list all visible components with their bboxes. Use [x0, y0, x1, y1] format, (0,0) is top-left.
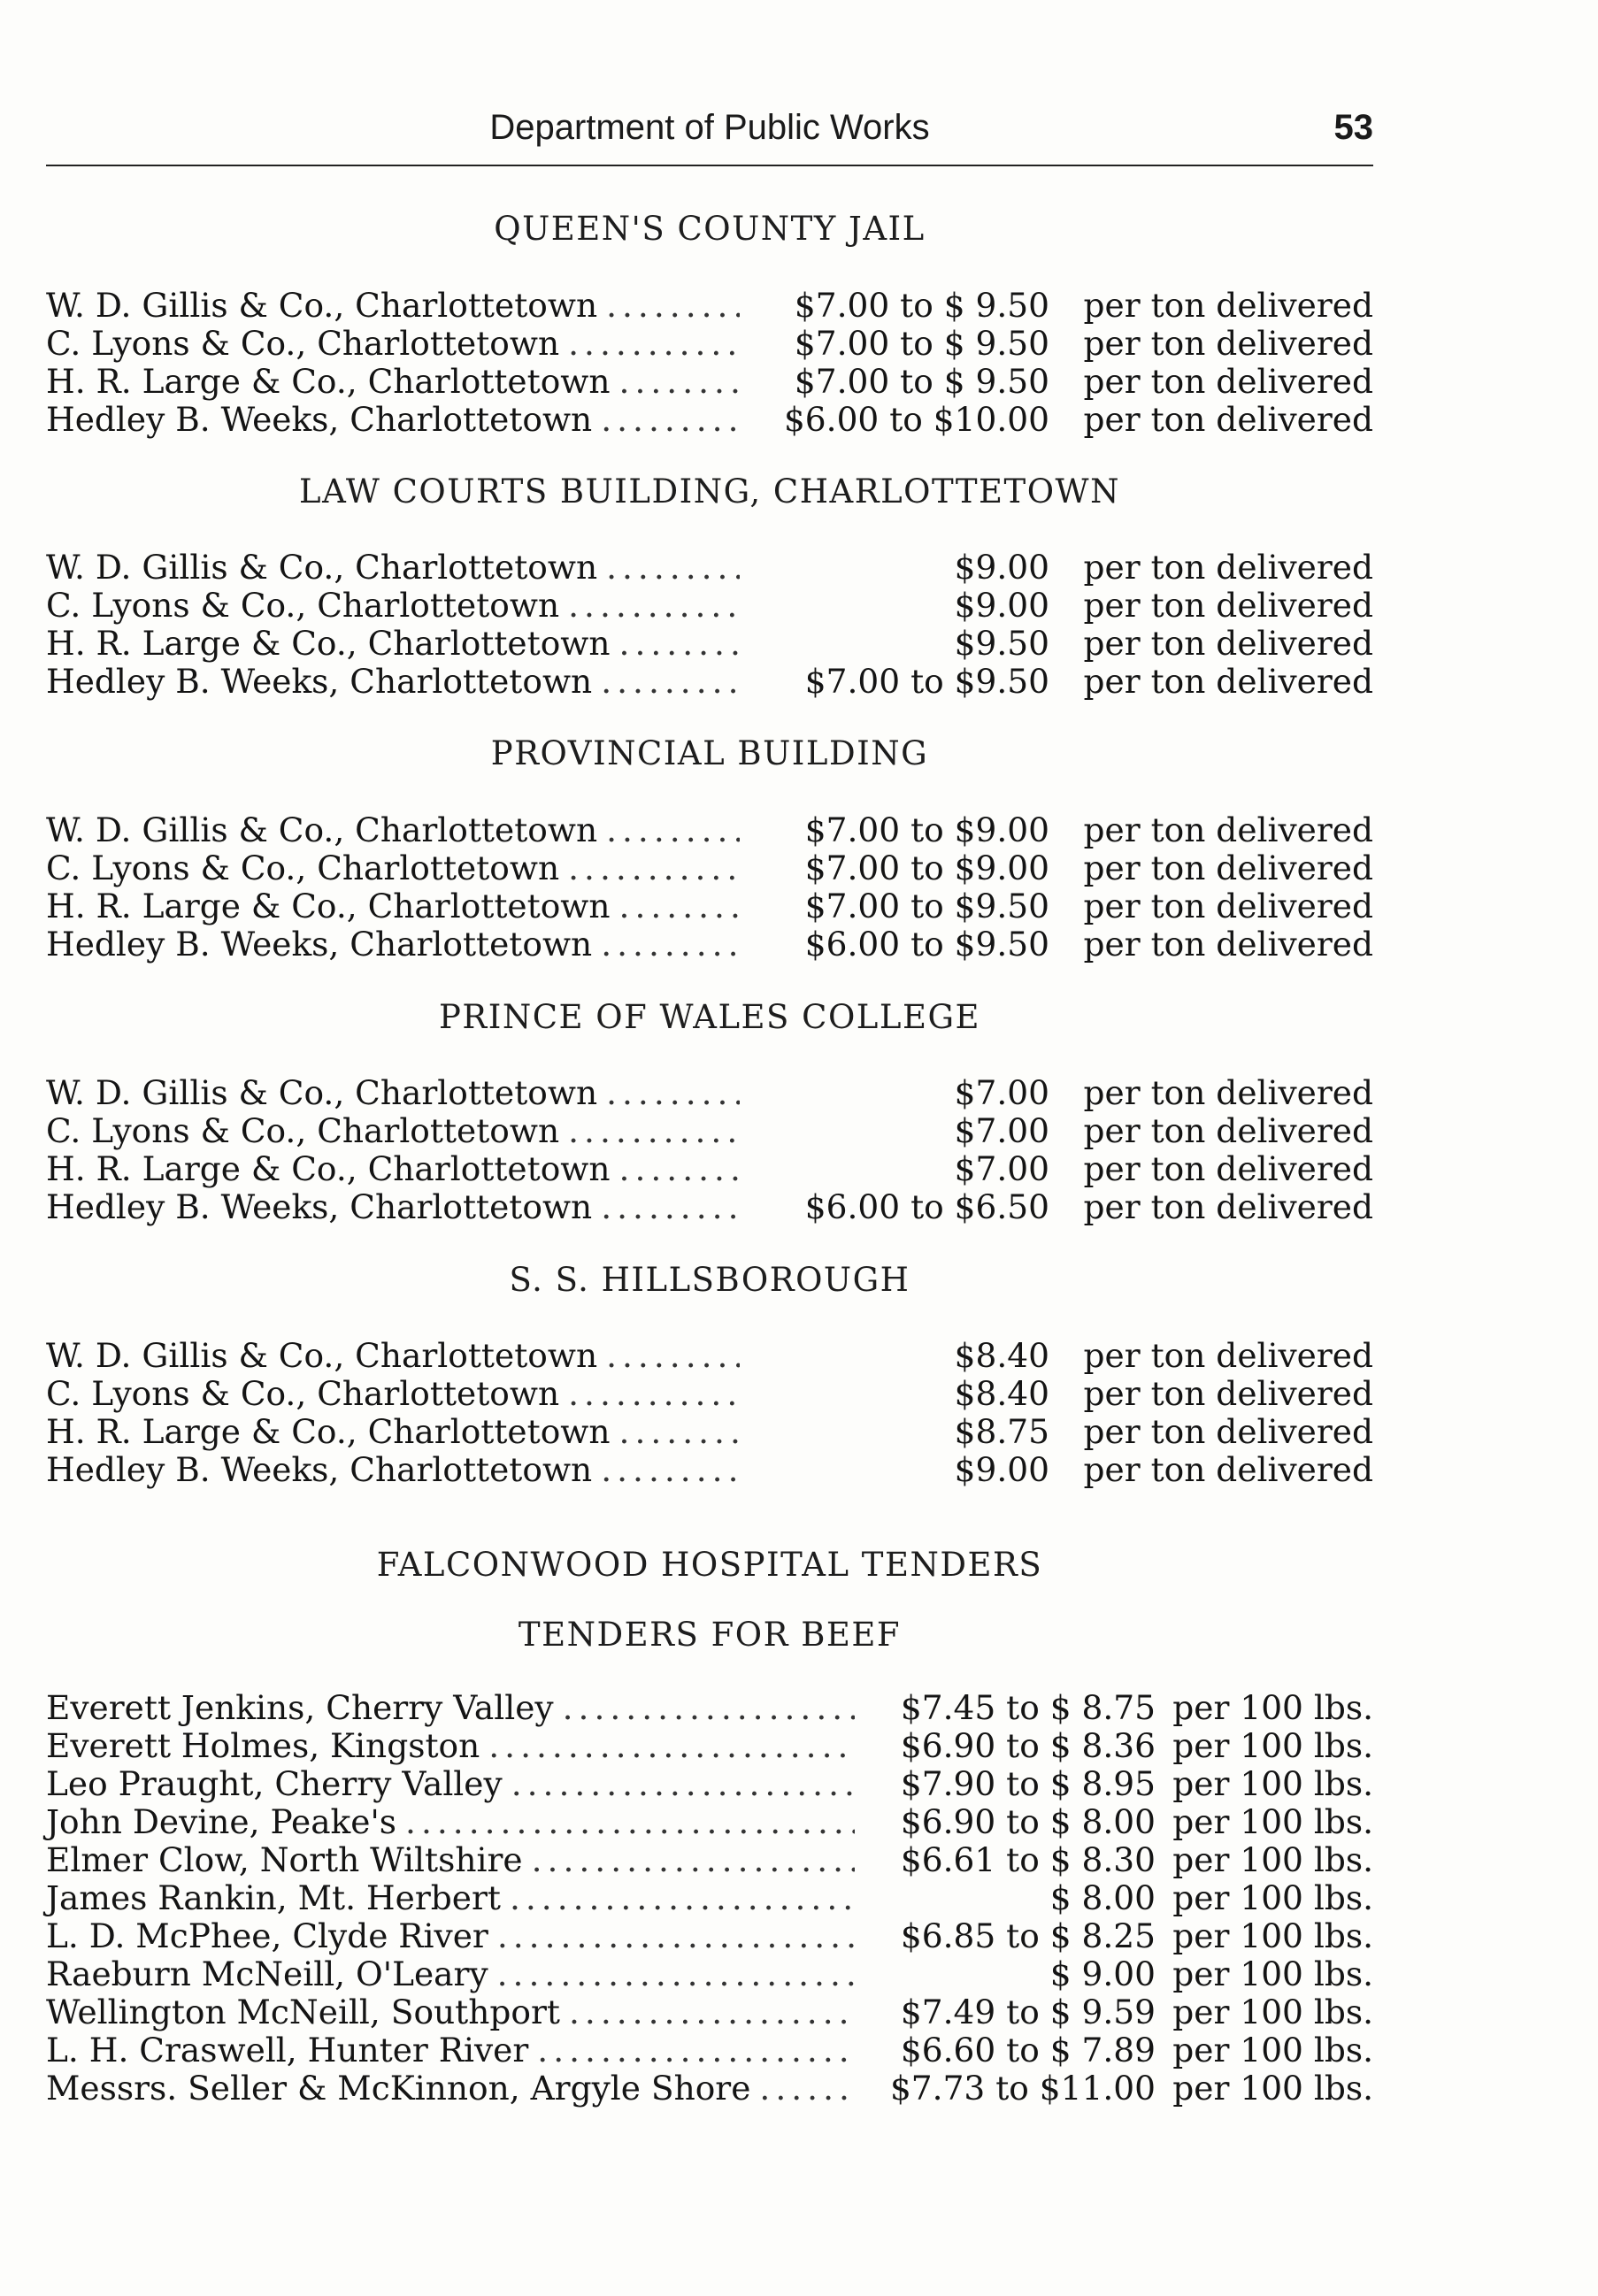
tender-price: $7.00 to $ 9.50	[794, 324, 1049, 363]
tender-name: H. R. Large & Co., Charlottetown	[46, 362, 611, 401]
section-title-prince-of-wales-college: PRINCE OF WALES COLLEGE	[438, 998, 981, 1036]
dot-leader	[601, 401, 740, 439]
tender-price: $6.60 to $ 7.89	[900, 2031, 1156, 2069]
section-entries-queens-county-jail	[46, 287, 1373, 439]
dot-leader	[606, 811, 740, 849]
tender-price: $ 8.00	[1049, 1878, 1156, 1917]
table-row	[46, 1413, 1373, 1451]
tender-unit: per ton delivered	[1083, 1336, 1373, 1375]
tender-unit: per 100 lbs.	[1172, 1878, 1373, 1917]
tender-unit: per ton delivered	[1083, 1149, 1373, 1188]
dot-leader	[568, 1112, 740, 1150]
tender-name: Hedley B. Weeks, Charlottetown	[46, 925, 593, 964]
tender-price: $6.00 to $10.00	[783, 400, 1049, 439]
tender-unit: per ton delivered	[1083, 1187, 1373, 1226]
tender-unit: per ton delivered	[1083, 1450, 1373, 1489]
dot-leader	[568, 1375, 740, 1413]
tender-name: Hedley B. Weeks, Charlottetown	[46, 400, 593, 439]
tender-price: $8.40	[954, 1336, 1049, 1375]
section-entries-beef-tenders	[46, 1689, 1373, 2108]
tender-unit: per 100 lbs.	[1172, 1726, 1373, 1765]
table-row	[46, 1337, 1373, 1375]
section-title-falconwood-hospital: FALCONWOOD HOSPITAL TENDERS	[376, 1546, 1043, 1584]
tender-name: C. Lyons & Co., Charlottetown	[46, 586, 560, 625]
tender-name: C. Lyons & Co., Charlottetown	[46, 1374, 560, 1413]
table-row	[46, 1917, 1373, 1955]
tender-name: C. Lyons & Co., Charlottetown	[46, 324, 560, 363]
section-entries-ss-hillsborough	[46, 1337, 1373, 1489]
dot-leader	[532, 1841, 855, 1879]
tender-price: $7.00	[954, 1149, 1049, 1188]
tender-name: John Devine, Peake's	[46, 1802, 397, 1841]
dot-leader	[497, 1955, 855, 1993]
tender-price: $7.45 to $ 8.75	[900, 1688, 1156, 1727]
table-row	[46, 363, 1373, 401]
dot-leader	[510, 1879, 855, 1917]
tender-price: $9.50	[954, 624, 1049, 663]
dot-leader	[619, 887, 740, 925]
table-row	[46, 287, 1373, 325]
section-title-queens-county-jail: QUEEN'S COUNTY JAIL	[494, 210, 926, 248]
tender-unit: per 100 lbs.	[1172, 2069, 1373, 2108]
tender-unit: per 100 lbs.	[1172, 1764, 1373, 1803]
dot-leader	[511, 1765, 855, 1803]
page-header	[46, 108, 1373, 161]
dot-leader	[497, 1917, 855, 1955]
tender-name: L. H. Craswell, Hunter River	[46, 2031, 529, 2069]
tender-name: W. D. Gillis & Co., Charlottetown	[46, 548, 598, 587]
tender-name: Hedley B. Weeks, Charlottetown	[46, 1187, 593, 1226]
section-title-provincial-building: PROVINCIAL BUILDING	[490, 734, 929, 772]
page-number: 53	[1333, 108, 1373, 147]
table-row	[46, 1727, 1373, 1765]
tender-price: $6.90 to $ 8.36	[900, 1726, 1156, 1765]
tender-unit: per 100 lbs.	[1172, 1916, 1373, 1955]
tender-price: $7.00	[954, 1073, 1049, 1112]
tender-unit: per ton delivered	[1083, 887, 1373, 925]
dot-leader	[759, 2069, 855, 2108]
dot-leader	[606, 549, 740, 587]
tender-name: W. D. Gillis & Co., Charlottetown	[46, 286, 598, 325]
tender-name: W. D. Gillis & Co., Charlottetown	[46, 1336, 598, 1375]
tender-unit: per ton delivered	[1083, 1111, 1373, 1150]
tender-name: H. R. Large & Co., Charlottetown	[46, 1412, 611, 1451]
table-row	[46, 1188, 1373, 1226]
tender-unit: per 100 lbs.	[1172, 1802, 1373, 1841]
tender-name: H. R. Large & Co., Charlottetown	[46, 624, 611, 663]
tender-unit: per ton delivered	[1083, 810, 1373, 849]
tender-price: $9.00	[954, 1450, 1049, 1489]
tender-price: $7.90 to $ 8.95	[900, 1764, 1156, 1803]
header-rule	[46, 165, 1373, 166]
dot-leader	[405, 1803, 855, 1841]
tender-price: $7.00 to $ 9.50	[794, 362, 1049, 401]
tender-price: $7.73 to $11.00	[889, 2069, 1156, 2108]
tender-price: $6.00 to $6.50	[804, 1187, 1049, 1226]
section-subtitle-tenders-for-beef: TENDERS FOR BEEF	[518, 1616, 902, 1654]
tender-unit: per ton delivered	[1083, 1412, 1373, 1451]
table-row	[46, 549, 1373, 587]
tender-name: Elmer Clow, North Wiltshire	[46, 1840, 523, 1879]
tender-unit: per ton delivered	[1083, 324, 1373, 363]
tender-price: $7.00 to $9.00	[804, 849, 1049, 887]
section-entries-law-courts-building	[46, 549, 1373, 701]
tender-unit: per 100 lbs.	[1172, 1688, 1373, 1727]
dot-leader	[601, 925, 740, 964]
tender-price: $7.00 to $9.00	[804, 810, 1049, 849]
table-row	[46, 887, 1373, 925]
table-row	[46, 849, 1373, 887]
table-row	[46, 1765, 1373, 1803]
tender-name: Wellington McNeill, Southport	[46, 1993, 560, 2031]
dot-leader	[568, 849, 740, 887]
tender-unit: per ton delivered	[1083, 400, 1373, 439]
dot-leader	[606, 287, 740, 325]
dot-leader	[619, 1150, 740, 1188]
tender-unit: per ton delivered	[1083, 586, 1373, 625]
tender-price: $9.00	[954, 548, 1049, 587]
table-row	[46, 1955, 1373, 1993]
tender-unit: per ton delivered	[1083, 362, 1373, 401]
dot-leader	[601, 1188, 740, 1226]
tender-name: Hedley B. Weeks, Charlottetown	[46, 1450, 593, 1489]
tender-unit: per 100 lbs.	[1172, 1840, 1373, 1879]
section-entries-prince-of-wales-college	[46, 1074, 1373, 1226]
tender-price: $7.00 to $ 9.50	[794, 286, 1049, 325]
table-row	[46, 1689, 1373, 1727]
tender-price: $8.75	[954, 1412, 1049, 1451]
dot-leader	[563, 1689, 855, 1727]
table-row	[46, 2031, 1373, 2069]
dot-leader	[537, 2031, 855, 2069]
tender-name: W. D. Gillis & Co., Charlottetown	[46, 810, 598, 849]
table-row	[46, 1375, 1373, 1413]
table-row	[46, 1803, 1373, 1841]
tender-name: Raeburn McNeill, O'Leary	[46, 1954, 488, 1993]
table-row	[46, 401, 1373, 439]
table-row	[46, 1451, 1373, 1489]
tender-price: $9.00	[954, 586, 1049, 625]
section-title-law-courts-building: LAW COURTS BUILDING, CHARLOTTETOWN	[299, 472, 1120, 511]
table-row	[46, 1074, 1373, 1112]
page-title: Department of Public Works	[489, 108, 930, 147]
tender-name: Everett Holmes, Kingston	[46, 1726, 480, 1765]
tender-unit: per ton delivered	[1083, 1073, 1373, 1112]
dot-leader	[606, 1337, 740, 1375]
dot-leader	[619, 363, 740, 401]
tender-name: Everett Jenkins, Cherry Valley	[46, 1688, 554, 1727]
tender-price: $ 9.00	[1049, 1954, 1156, 1993]
document-page	[46, 0, 1373, 2296]
tender-unit: per ton delivered	[1083, 624, 1373, 663]
tender-unit: per ton delivered	[1083, 849, 1373, 887]
tender-unit: per 100 lbs.	[1172, 1993, 1373, 2031]
dot-leader	[601, 663, 740, 701]
table-row	[46, 811, 1373, 849]
table-row	[46, 1841, 1373, 1879]
table-row	[46, 1993, 1373, 2031]
tender-name: L. D. McPhee, Clyde River	[46, 1916, 488, 1955]
dot-leader	[606, 1074, 740, 1112]
tender-price: $7.00 to $9.50	[804, 887, 1049, 925]
table-row	[46, 2069, 1373, 2108]
dot-leader	[568, 325, 740, 363]
dot-leader	[569, 1993, 855, 2031]
table-row	[46, 587, 1373, 625]
tender-unit: per ton delivered	[1083, 548, 1373, 587]
tender-unit: per ton delivered	[1083, 662, 1373, 701]
dot-leader	[488, 1727, 855, 1765]
tender-name: C. Lyons & Co., Charlottetown	[46, 1111, 560, 1150]
dot-leader	[568, 587, 740, 625]
tender-name: James Rankin, Mt. Herbert	[46, 1878, 501, 1917]
tender-price: $7.00 to $9.50	[804, 662, 1049, 701]
tender-price: $7.00	[954, 1111, 1049, 1150]
section-title-ss-hillsborough: S. S. HILLSBOROUGH	[509, 1261, 910, 1299]
table-row	[46, 1112, 1373, 1150]
table-row	[46, 625, 1373, 663]
tender-name: C. Lyons & Co., Charlottetown	[46, 849, 560, 887]
table-row	[46, 1150, 1373, 1188]
tender-price: $8.40	[954, 1374, 1049, 1413]
tender-price: $6.61 to $ 8.30	[900, 1840, 1156, 1879]
tender-name: H. R. Large & Co., Charlottetown	[46, 887, 611, 925]
tender-price: $6.00 to $9.50	[804, 925, 1049, 964]
tender-unit: per 100 lbs.	[1172, 1954, 1373, 1993]
section-entries-provincial-building	[46, 811, 1373, 964]
dot-leader	[619, 1413, 740, 1451]
tender-name: W. D. Gillis & Co., Charlottetown	[46, 1073, 598, 1112]
tender-name: H. R. Large & Co., Charlottetown	[46, 1149, 611, 1188]
tender-name: Leo Praught, Cherry Valley	[46, 1764, 503, 1803]
table-row	[46, 663, 1373, 701]
dot-leader	[619, 625, 740, 663]
tender-unit: per ton delivered	[1083, 286, 1373, 325]
tender-price: $7.49 to $ 9.59	[900, 1993, 1156, 2031]
table-row	[46, 325, 1373, 363]
table-row	[46, 925, 1373, 964]
dot-leader	[601, 1451, 740, 1489]
tender-price: $6.85 to $ 8.25	[900, 1916, 1156, 1955]
tender-price: $6.90 to $ 8.00	[900, 1802, 1156, 1841]
tender-unit: per 100 lbs.	[1172, 2031, 1373, 2069]
tender-name: Hedley B. Weeks, Charlottetown	[46, 662, 593, 701]
table-row	[46, 1879, 1373, 1917]
tender-unit: per ton delivered	[1083, 1374, 1373, 1413]
tender-unit: per ton delivered	[1083, 925, 1373, 964]
tender-name: Messrs. Seller & McKinnon, Argyle Shore	[46, 2069, 751, 2108]
